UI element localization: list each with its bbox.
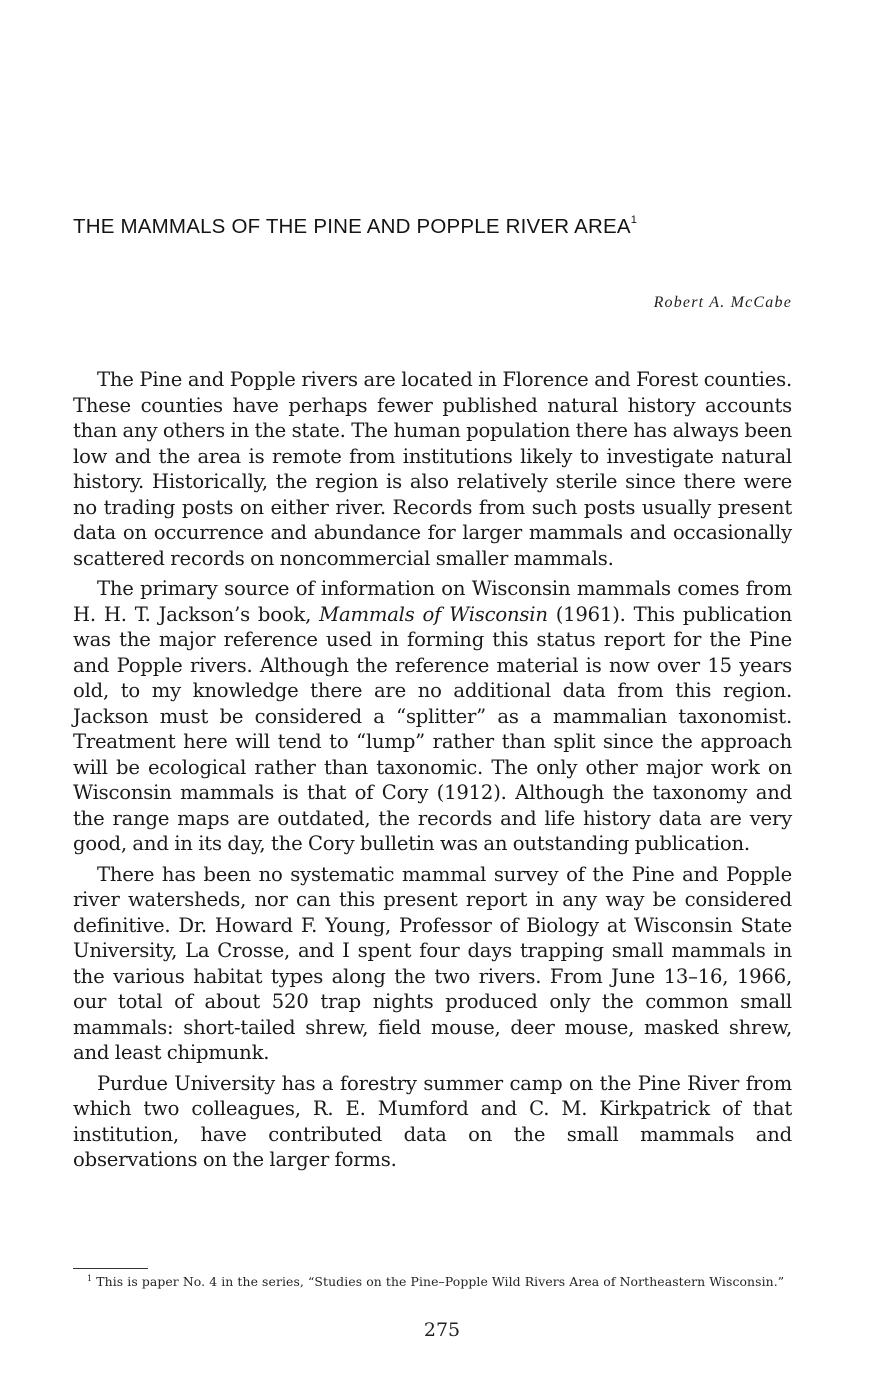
paragraph-2-part-2: (1961). This publication was the major reference used in forming this status report for the Pine and Popple rivers. Although the reference material is now over 15 years old, to my knowledge there are no additional data from this region. Jackson must be considered a “splitter” as a mammalian taxonomist. Treatment here will tend to “lump” rather than split since the approach will be ecological rather than taxonomic. The only other major work on Wisconsin mammals is that of Cory (1912). Although the taxonomy and the range maps are outdated, the records and life history data are very good, and in its day, the Cory bulletin was an outstanding publication. <box>73 602 793 855</box>
article-title <box>73 215 813 239</box>
footnote-text: This is paper No. 4 in the series, “Studies on the Pine–Popple Wild Rivers Area of Northeastern Wisconsin.” <box>96 1274 785 1290</box>
footnote <box>73 1271 793 1290</box>
article-title-text: THE MAMMALS OF THE PINE AND POPPLE RIVER AREA <box>73 215 631 238</box>
article-body <box>73 367 792 1178</box>
footnote-divider <box>73 1268 148 1269</box>
footnote-marker: 1 <box>87 1274 93 1283</box>
author-byline: Robert A. McCabe <box>653 294 792 311</box>
paragraph-3: There has been no systematic mammal survey of the Pine and Popple river watersheds, nor can this present report in any way be considered definitive. Dr. Howard F. Young, Professor of Biology at Wisconsin State University, La Crosse, and I spent four days trapping small mammals in the various habitat types along the two rivers. From June 13–16, 1966, our total of about 520 trap nights produced only the common small mammals: short-tailed shrew, field mouse, deer mouse, masked shrew, and least chipmunk. <box>73 862 792 1064</box>
paragraph-2 <box>73 576 792 857</box>
paragraph-2-part-1: The primary source of information on Wisconsin mammals comes from H. H. T. Jackson’s book, <box>73 577 792 626</box>
title-footnote-marker: 1 <box>630 214 638 227</box>
paragraph-1: The Pine and Popple rivers are located in Florence and Forest counties. These counties have perhaps fewer published natural history accounts than any others in the state. The human population there has always been low and the area is remote from institutions likely to investigate natural history. Historically, the region is also relatively sterile since there were no trading posts on either river. Records from such posts usually present data on occurrence and abundance for larger mammals and occasionally scattered records on noncommercial smaller mammals. <box>73 368 792 570</box>
page-number: 275 <box>423 1319 461 1341</box>
paragraph-4: Purdue University has a forestry summer camp on the Pine River from which two colleagues, R. E. Mumford and C. M. Kirkpatrick of that institution, have contributed data on the small mammals and observations on the larger forms. <box>73 1071 792 1171</box>
book-title-italic: Mammals of Wisconsin <box>319 602 548 626</box>
